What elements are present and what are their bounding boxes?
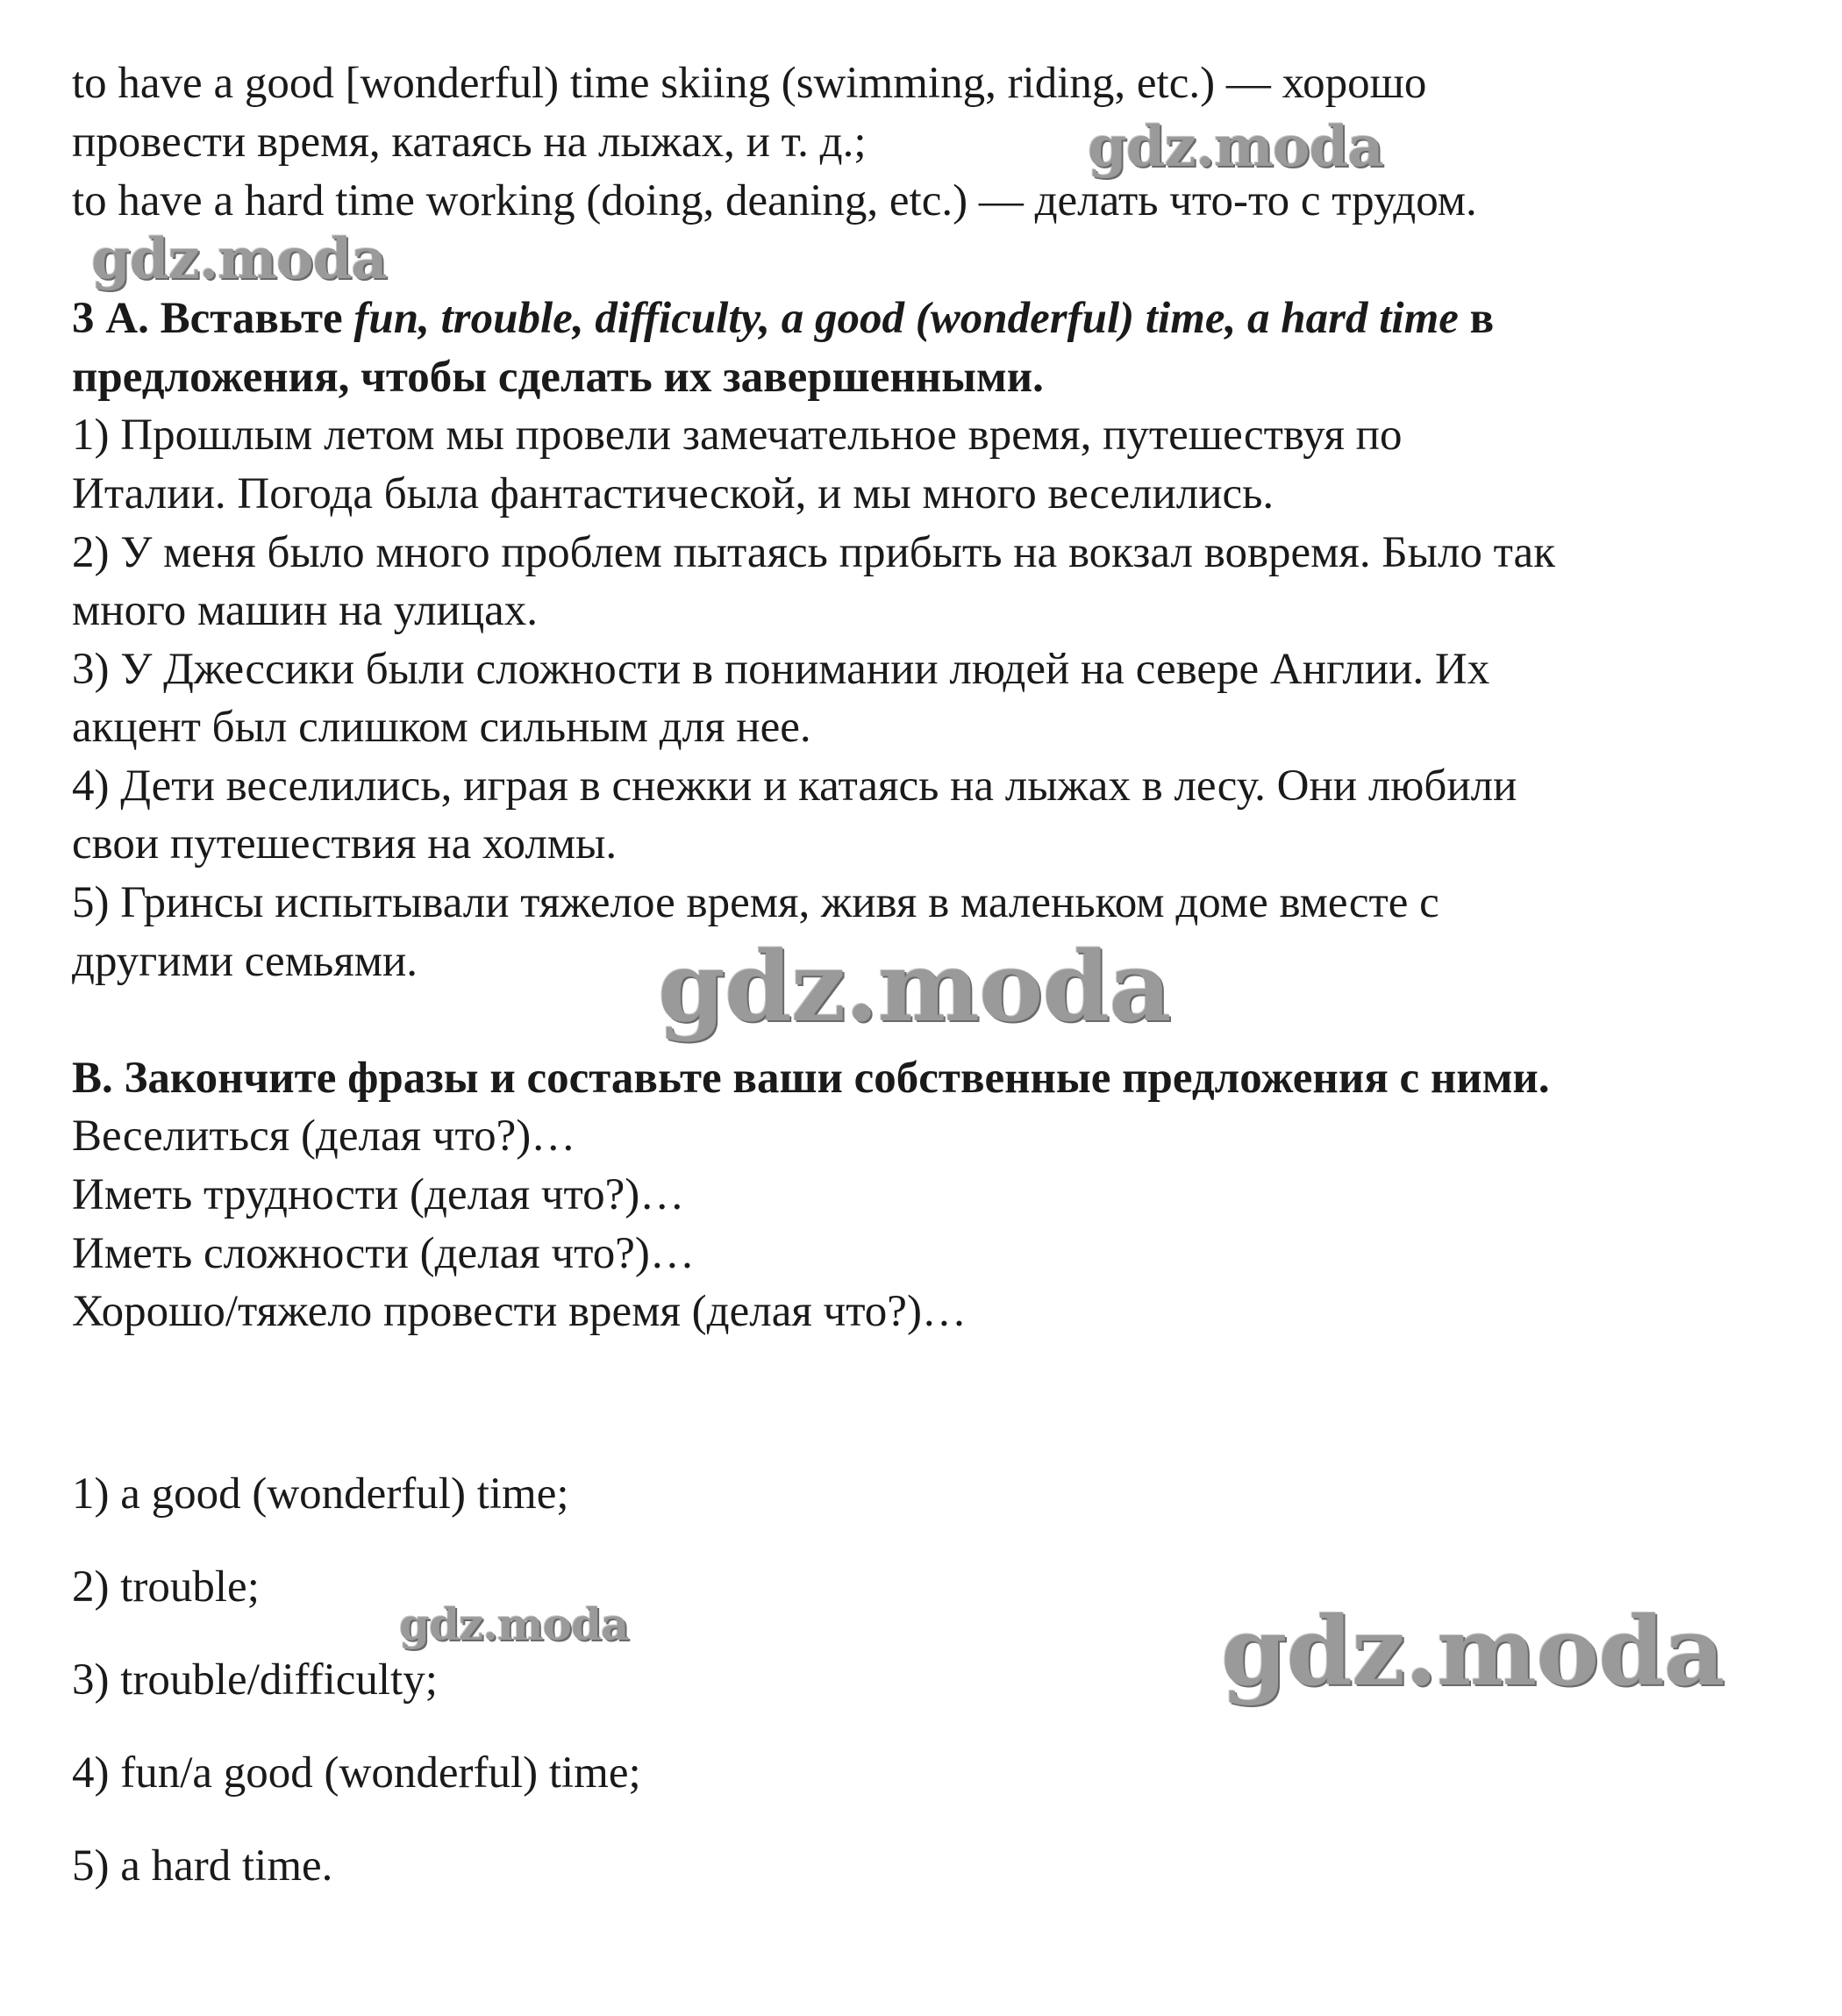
task-a-heading (72, 290, 1494, 347)
watermark: gdz.moda (1221, 1597, 1724, 1707)
watermark: gdz.moda (658, 930, 1171, 1043)
answer-item: 5) a hard time. (72, 1841, 333, 1891)
watermark: gdz.moda (91, 226, 387, 292)
task-b-phrase: Иметь сложности (делая что?)… (72, 1229, 695, 1278)
task-b-phrase: Хорошо/тяжело провести время (делая что?)… (72, 1287, 967, 1336)
sentence-line: 4) Дети веселились, играя в снежки и катаясь на лыжах в лесу. Они любили (72, 761, 1517, 811)
sentence-line: 2) У меня было много проблем пытаясь прибыть на вокзал вовремя. Было так (72, 528, 1555, 577)
watermark: gdz.moda (399, 1598, 629, 1650)
watermark: gdz.moda (1088, 114, 1383, 180)
intro-line-2: провести время, катаясь на лыжах, и т. д.; (72, 118, 867, 167)
task-b-phrase: Иметь трудности (делая что?)… (72, 1170, 685, 1219)
task-a-words: fun, trouble, difficulty, a good (wonderful) time, a hard time (353, 294, 1459, 343)
task-a-prefix: 3 А. Вставьте (72, 294, 354, 343)
sentence-line: акцент был слишком сильным для нее. (72, 703, 811, 752)
sentence-line: другими семьями. (72, 937, 418, 986)
sentence-line: 3) У Джессики были сложности в понимании людей на севере Англии. Их (72, 645, 1490, 694)
task-b-heading: В. Закончите фразы и составьте ваши собственные предложения с ними. (72, 1054, 1550, 1103)
task-a-suffix: в (1458, 294, 1495, 343)
task-a-heading-line-2: предложения, чтобы сделать их завершенными. (72, 353, 1044, 402)
answer-item: 2) trouble; (72, 1562, 260, 1612)
sentence-line: Италии. Погода была фантастической, и мы много веселились. (72, 469, 1274, 518)
answer-item: 3) trouble/difficulty; (72, 1655, 438, 1705)
sentence-line: много машин на улицах. (72, 586, 538, 635)
sentence-line: свои путешествия на холмы. (72, 819, 618, 869)
answer-item: 4) fun/a good (wonderful) time; (72, 1748, 641, 1798)
task-b-phrase: Веселиться (делая что?)… (72, 1112, 576, 1161)
sentence-line: 1) Прошлым летом мы провели замечательное время, путешествуя по (72, 411, 1403, 460)
answer-item: 1) a good (wonderful) time; (72, 1469, 569, 1519)
intro-line-1: to have a good [wonderful) time skiing (swimming, riding, etc.) — хорошо (72, 59, 1427, 108)
sentence-line: 5) Гринсы испытывали тяжелое время, живя в маленьком доме вместе с (72, 878, 1439, 927)
intro-line-3: to have a hard time working (doing, deaning, etc.) — делать что-то с трудом. (72, 176, 1477, 225)
